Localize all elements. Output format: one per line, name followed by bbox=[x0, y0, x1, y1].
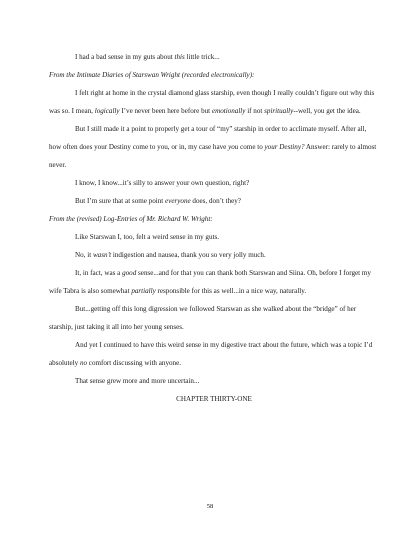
italic-run: you bbox=[228, 143, 239, 151]
italic-run: your Destiny? bbox=[264, 143, 305, 151]
text-run: But...getting off this long digression we followed Starswan as she walked about the “bridge” of her starship, just taking it all into her young senses. bbox=[49, 305, 357, 331]
paragraph bbox=[49, 120, 379, 174]
chapter-heading bbox=[49, 390, 379, 408]
text-run: --well, you get the idea. bbox=[293, 107, 361, 115]
italic-run: good bbox=[122, 269, 137, 277]
text-run: But I still made it a point to properly get a tour of “my” starship in order to acclimate myself. After all, how often does your Destiny come to you, or in, my case have bbox=[49, 125, 367, 151]
text-run: little trick... bbox=[184, 53, 220, 61]
text-run: responsible for this as well...in a nice way, naturally. bbox=[155, 287, 307, 295]
italic-run: spiritually bbox=[264, 107, 294, 115]
paragraph bbox=[49, 192, 379, 210]
text-run: Like Starswan I, too, felt a weird sense in my guts. bbox=[75, 233, 220, 241]
text-run: does, don’t they? bbox=[190, 197, 241, 205]
paragraph bbox=[49, 372, 379, 390]
text-run: I know, I know...it’s silly to answer your own question, right? bbox=[75, 179, 250, 187]
text-run: if not bbox=[245, 107, 265, 115]
text-run: Answer: rarely to almost never. bbox=[49, 143, 377, 169]
text-run: It, in fact, was a bbox=[75, 269, 123, 277]
paragraph bbox=[49, 228, 379, 246]
text-run: But I’m sure that at some point bbox=[75, 197, 166, 205]
text-run: I had a bad sense in my guts about bbox=[75, 53, 175, 61]
italic-run: wasn’t bbox=[92, 251, 112, 259]
paragraph bbox=[49, 84, 379, 120]
italic-run: everyone bbox=[165, 197, 191, 205]
paragraph bbox=[49, 264, 379, 300]
page-number: 58 bbox=[206, 503, 214, 510]
paragraph bbox=[49, 210, 379, 228]
italic-run: partially bbox=[131, 287, 156, 295]
text-run: No, it bbox=[75, 251, 93, 259]
text-run: That sense grew more and more uncertain... bbox=[75, 377, 200, 385]
text-run: CHAPTER THIRTY-ONE bbox=[176, 395, 252, 403]
paragraph bbox=[49, 48, 379, 66]
italic-run: From the (revised) Log-Entries of Mr. Richard W. Wright: bbox=[49, 215, 213, 223]
text-run: And yet I continued to have this weird sense in my digestive tract about the future, which was a topic I’d absolutely bbox=[49, 341, 373, 367]
italic-run: From the Intimate Diaries of Starswan Wright (recorded electronically): bbox=[49, 71, 255, 79]
italic-run: no bbox=[79, 359, 88, 367]
italic-run: emotionally bbox=[211, 107, 246, 115]
paragraph bbox=[49, 336, 379, 372]
text-run: sense...and for that you can thank both Starswan and Siina. Oh, before I forget my wife Tabra is also somewhat bbox=[49, 269, 371, 295]
paragraph bbox=[49, 300, 379, 336]
body-text bbox=[49, 48, 379, 408]
paragraph bbox=[49, 174, 379, 192]
italic-run: this bbox=[174, 53, 185, 61]
text-run: come to bbox=[238, 143, 265, 151]
paragraph bbox=[49, 246, 379, 264]
text-run: indigestion and nausea, thank you so very jolly much. bbox=[111, 251, 266, 259]
paragraph bbox=[49, 66, 379, 84]
text-run: comfort discussing with anyone. bbox=[87, 359, 182, 367]
italic-run: logically bbox=[94, 107, 120, 115]
text-run: I felt right at home in the crystal diamond glass starship, even though I really couldn’t figure out why this was so. I mean, bbox=[49, 89, 375, 115]
text-run: I’ve never been here before but bbox=[119, 107, 212, 115]
